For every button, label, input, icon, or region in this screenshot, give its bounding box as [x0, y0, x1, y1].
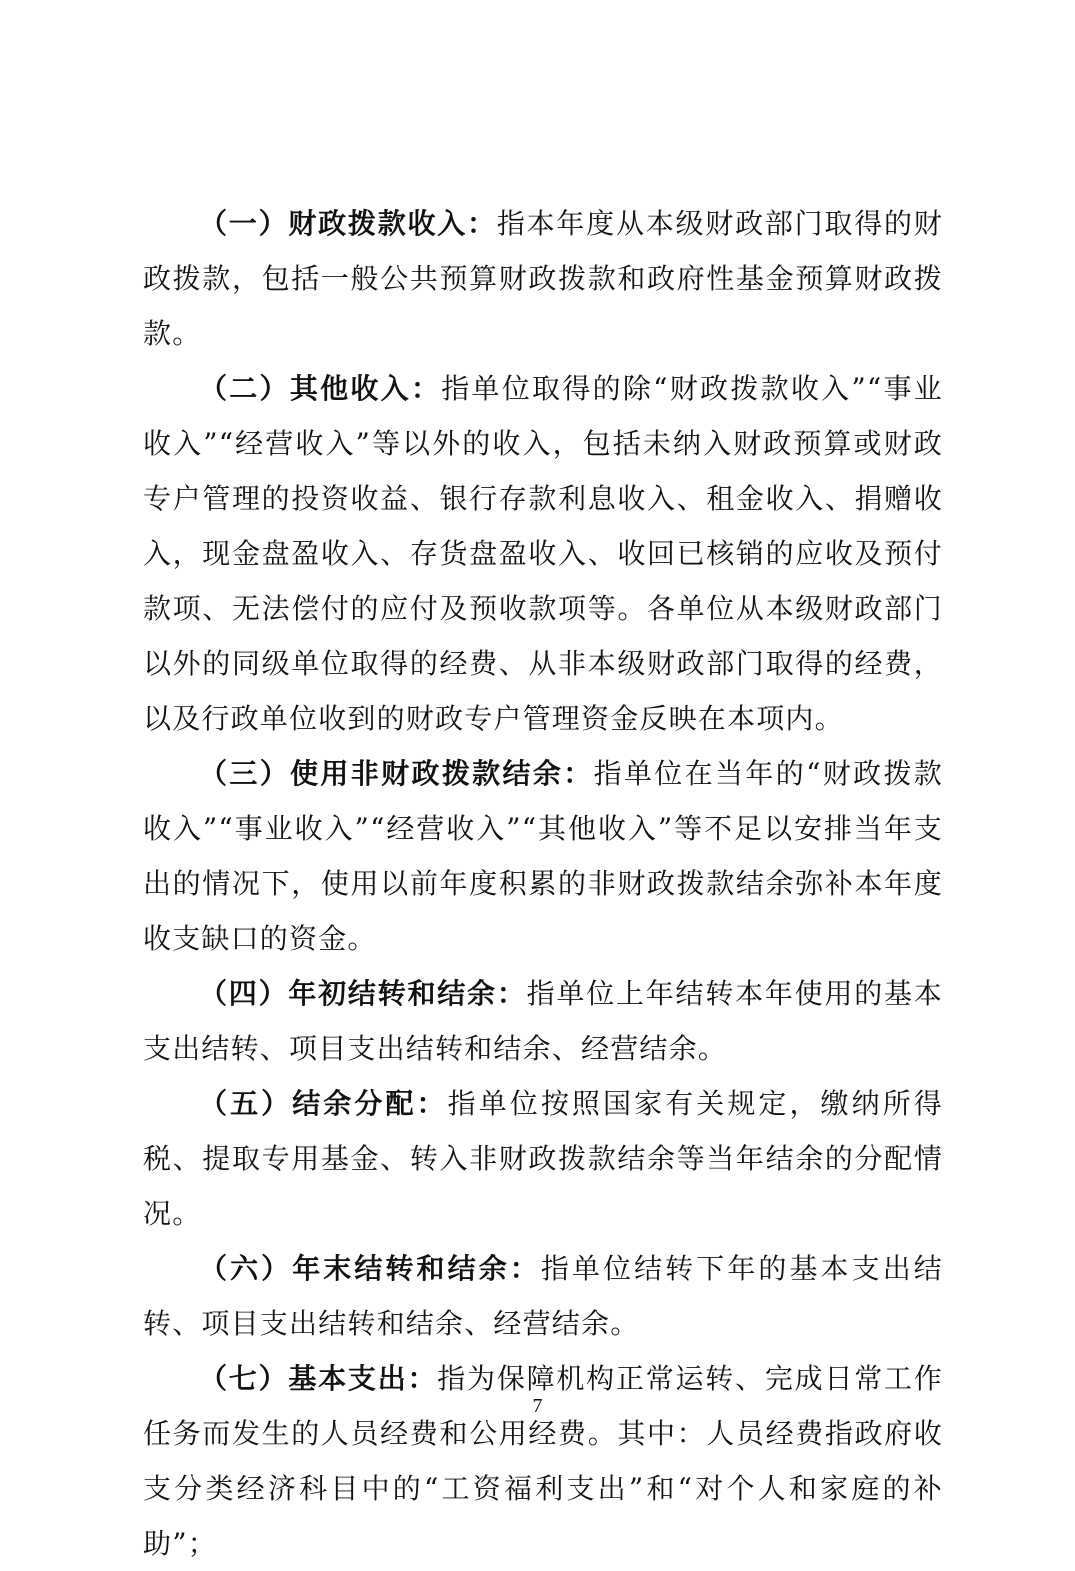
term-label: （二）其他收入：	[199, 372, 442, 405]
paragraph-5	[143, 1076, 943, 1241]
term-label: （三）使用非财政拨款结余：	[199, 757, 594, 790]
paragraph-text: 指单位取得的除“财政拨款收入”“事业收入”“经营收入”等以外的收入，包括未纳入财政预算或财政专户管理的投资收益、银行存款利息收入、租金收入、捐赠收入，现金盘盈收入、存货盘盈收入、收回已核销的应收及预付款项、无法偿付的应付及预收款项等。各单位从本级财政部门以外的同级单位取得的经费、从非本级财政部门取得的经费，以及行政单位收到的财政专户管理资金反映在本项内。	[143, 372, 943, 735]
paragraph-text: 指单位上年结转本年使用的基本支出结转、项目支出结转和结余、经营结余。	[143, 977, 944, 1065]
paragraph-2	[143, 361, 943, 746]
paragraph-4	[143, 966, 943, 1076]
term-label: （五）结余分配：	[199, 1087, 448, 1120]
paragraph-text: 指单位在当年的“财政拨款收入”“事业收入”“经营收入”“其他收入”等不足以安排当年支出的情况下，使用以前年度积累的非财政拨款结余弥补本年度收支缺口的资金。	[143, 757, 943, 955]
paragraph-text: 指单位结转下年的基本支出结转、项目支出结转和结余、经营结余。	[143, 1252, 943, 1340]
paragraph-1	[143, 196, 943, 361]
term-label: （七）基本支出：	[199, 1362, 438, 1395]
page-number: 7	[532, 1395, 543, 1417]
term-label: （四）年初结转和结余：	[199, 977, 527, 1010]
paragraph-3	[143, 746, 943, 966]
document-body	[143, 196, 943, 1571]
term-label: （一）财政拨款收入：	[199, 207, 497, 240]
paragraph-6	[143, 1241, 943, 1351]
paragraph-text: 指单位按照国家有关规定，缴纳所得税、提取专用基金、转入非财政拨款结余等当年结余的分配情况。	[143, 1087, 943, 1230]
term-label: （六）年末结转和结余：	[199, 1252, 541, 1285]
paragraph-7	[143, 1351, 943, 1571]
paragraph-text: 指本年度从本级财政部门取得的财政拨款，包括一般公共预算财政拨款和政府性基金预算财政拨款。	[143, 207, 943, 350]
paragraph-text: 指为保障机构正常运转、完成日常工作任务而发生的人员经费和公用经费。其中：人员经费指政府收支分类经济科目中的“工资福利支出”和“对个人和家庭的补助”；	[143, 1362, 943, 1560]
